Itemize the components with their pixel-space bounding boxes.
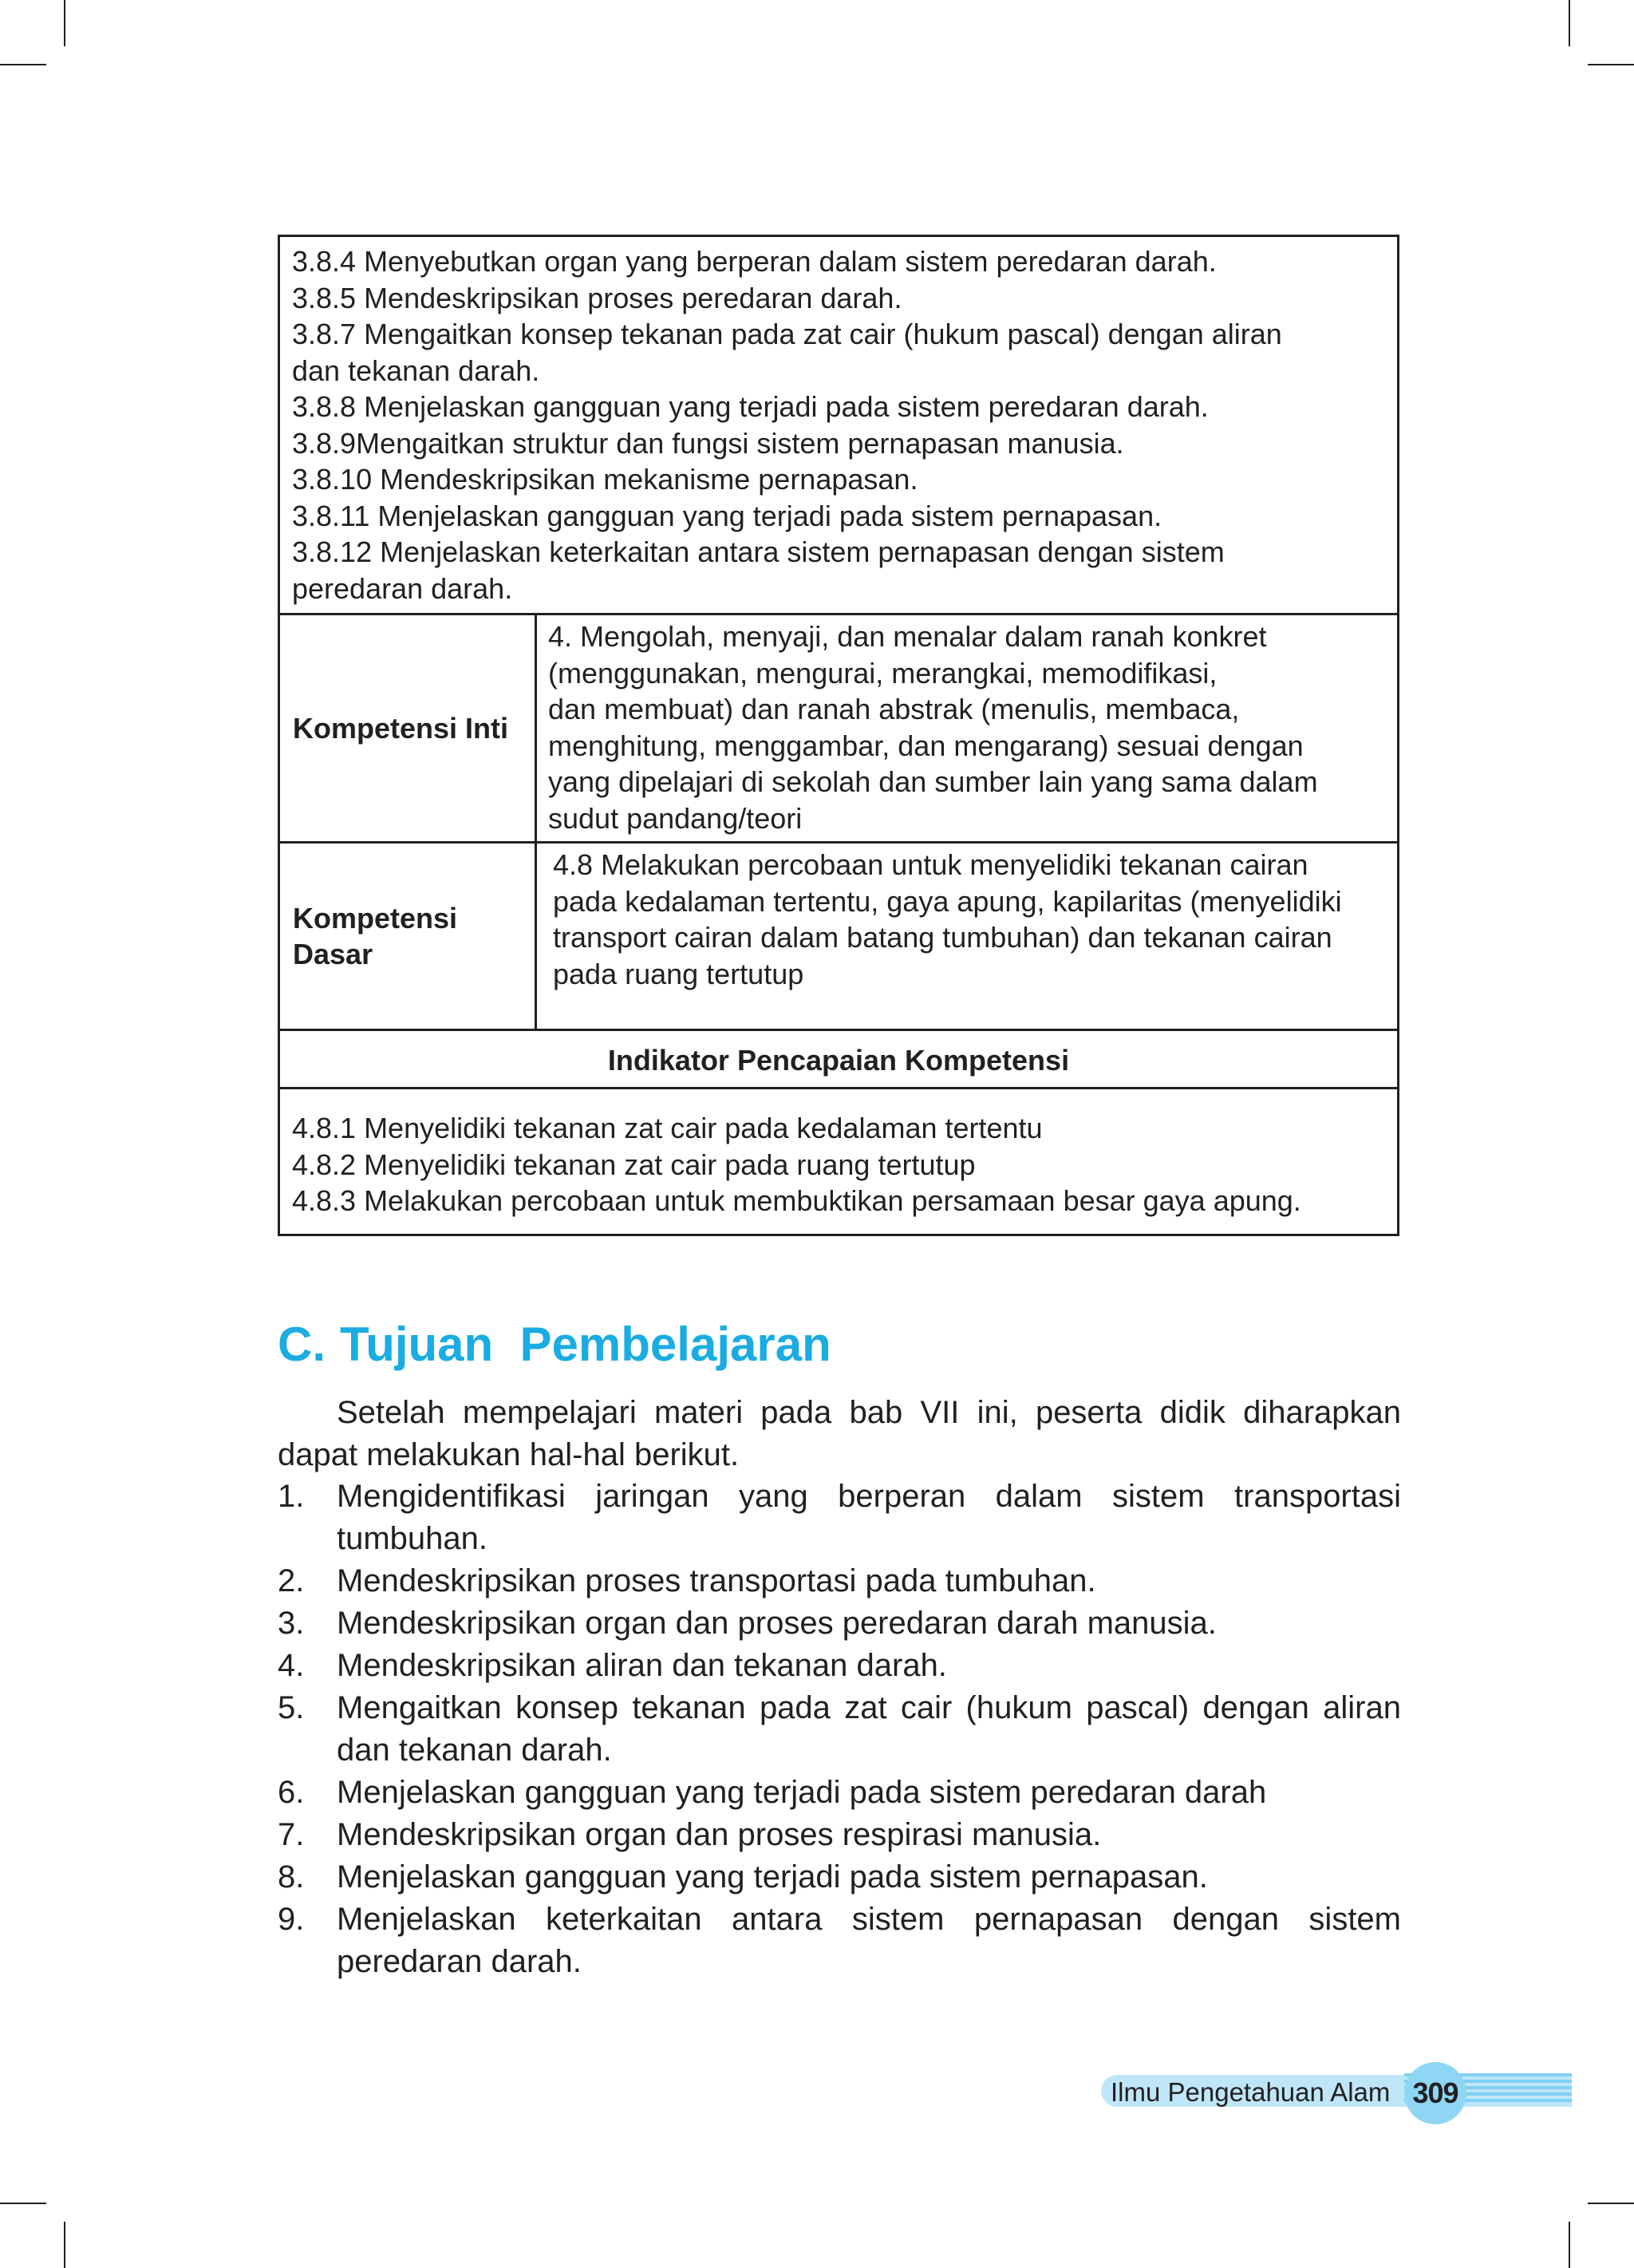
kd-line: pada kedalaman tertentu, gaya apung, kapilaritas (menyelidiki (553, 884, 1342, 918)
list-item: 4. Mendeskripsikan aliran dan tekanan darah. (278, 1648, 947, 1683)
list-item: 3. Mendeskripsikan organ dan proses peredaran darah manusia. (278, 1606, 1217, 1641)
section-letter: C. (278, 1318, 326, 1371)
ki-line: (menggunakan, mengurai, merangkai, memodifikasi, (548, 656, 1218, 689)
kompetensi-inti-label: Kompetensi Inti (280, 615, 537, 841)
kd-line: pada ruang tertutup (553, 957, 804, 990)
list-item: 6. Menjelaskan gangguan yang terjadi pada sistem peredaran darah (278, 1775, 1267, 1810)
kompetensi-dasar-label (280, 844, 537, 1029)
ki-line: menghitung, menggambar, dan mengarang) sesuai dengan (548, 729, 1304, 762)
crop-mark (1569, 0, 1570, 46)
indicator-line: 3.8.5 Mendeskripsikan proses peredaran darah. (292, 281, 902, 314)
indicator-line: 3.8.11 Menjelaskan gangguan yang terjadi pada sistem pernapasan. (292, 499, 1162, 532)
indicator-line: dan tekanan darah. (292, 354, 540, 387)
indicator-line: 3.8.10 Mendeskripsikan mekanisme pernapasan. (292, 463, 918, 496)
kompetensi-dasar-row (280, 844, 1397, 1031)
crop-mark (0, 64, 46, 65)
goals-list (278, 1476, 1401, 1983)
section-title-text: Tujuan Pembelajaran (340, 1318, 831, 1371)
indicator-line: 3.8.8 Menjelaskan gangguan yang terjadi pada sistem peredaran darah. (292, 390, 1209, 423)
ki-line: 4. Mengolah, menyaji, dan menalar dalam ranah konkret (548, 620, 1267, 653)
footer-book-title: Ilmu Pengetahuan Alam (1111, 2077, 1391, 2107)
indicator-line: 4.8.3 Melakukan percobaan untuk membuktikan persamaan besar gaya apung. (292, 1184, 1301, 1217)
list-item: 8. Menjelaskan gangguan yang terjadi pada sistem pernapasan. (278, 1859, 1208, 1895)
page-number: 309 (1404, 2062, 1466, 2124)
indicators-3-cell (280, 237, 1397, 615)
crop-mark (0, 2203, 46, 2204)
indicator-line: 3.8.12 Menjelaskan keterkaitan antara sistem pernapasan dengan sistem (292, 535, 1225, 568)
kompetensi-dasar-value (537, 844, 1397, 1029)
ipk-header: Indikator Pencapaian Kompetensi (280, 1031, 1397, 1089)
kompetensi-inti-value (537, 615, 1397, 841)
list-item: 7. Mendeskripsikan organ dan proses respirasi manusia. (278, 1817, 1102, 1852)
crop-mark (64, 2222, 65, 2268)
crop-mark (1588, 2203, 1634, 2204)
competency-table (278, 235, 1399, 1236)
section-title (278, 1317, 831, 1372)
list-item: 2. Mendeskripsikan proses transportasi pada tumbuhan. (278, 1563, 1096, 1598)
kd-label-line: Dasar (293, 938, 373, 970)
indicators-4-cell (280, 1089, 1397, 1234)
list-item: 5. Mengaitkan konsep tekanan pada zat cair (hukum pascal) dengan aliran dan tekanan darah. (278, 1690, 1401, 1768)
ki-line: yang dipelajari di sekolah dan sumber lain yang sama dalam (548, 765, 1318, 798)
kompetensi-inti-row (280, 615, 1397, 844)
list-item: 1. Mengidentifikasi jaringan yang berperan dalam sistem transportasi tumbuhan. (278, 1479, 1401, 1556)
kd-label-line: Kompetensi (293, 902, 458, 934)
ki-line: dan membuat) dan ranah abstrak (menulis, membaca, (548, 693, 1240, 725)
crop-mark (1569, 2222, 1570, 2268)
crop-mark (64, 0, 65, 46)
indicator-line: peredaran darah. (292, 571, 513, 605)
indicator-line: 3.8.7 Mengaitkan konsep tekanan pada zat cair (hukum pascal) dengan aliran (292, 318, 1282, 350)
indicator-line: 3.8.9Mengaitkan struktur dan fungsi sistem pernapasan manusia. (292, 426, 1124, 460)
list-item: 9. Menjelaskan keterkaitan antara sistem pernapasan dengan sistem peredaran darah. (278, 1902, 1401, 1979)
ki-line: sudut pandang/teori (548, 801, 803, 835)
crop-mark (1588, 64, 1634, 65)
kd-line: 4.8 Melakukan percobaan untuk menyelidiki tekanan cairan (553, 848, 1308, 881)
section-intro: Setelah mempelajari materi pada bab VII ini, peserta didik diharapkan dapat melakukan hal-hal berikut. (278, 1395, 1401, 1472)
indicator-line: 4.8.2 Menyelidiki tekanan zat cair pada ruang tertutup (292, 1148, 976, 1181)
kd-line: transport cairan dalam batang tumbuhan) dan tekanan cairan (553, 921, 1332, 954)
indicator-line: 4.8.1 Menyelidiki tekanan zat cair pada kedalaman tertentu (292, 1112, 1043, 1144)
indicator-line: 3.8.4 Menyebutkan organ yang berperan dalam sistem peredaran darah. (292, 245, 1217, 278)
